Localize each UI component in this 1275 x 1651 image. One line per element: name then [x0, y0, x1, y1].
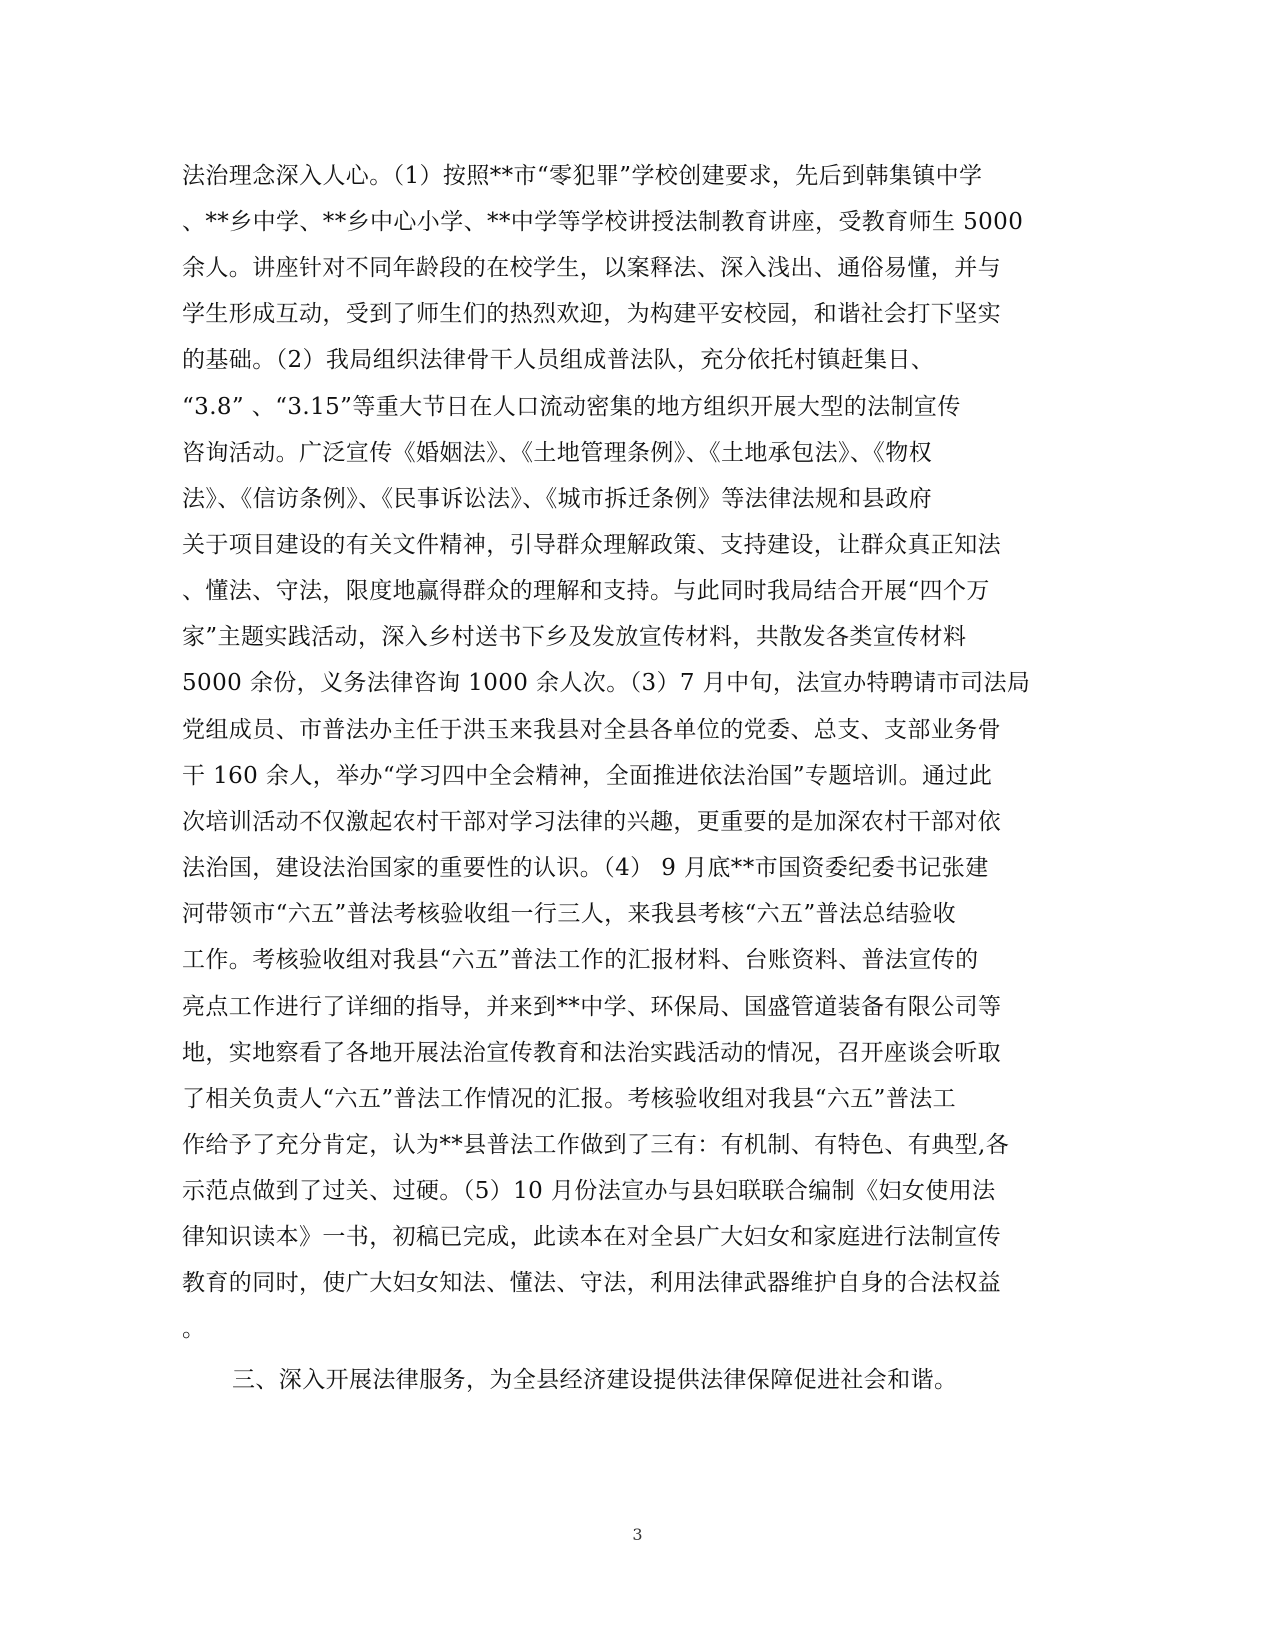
body-line-22: 作给予了充分肯定，认为**县普法工作做到了三有：有机制、有特色、有典型,各 [182, 1132, 1010, 1158]
body-line-18: 工作。考核验收组对我县“六五”普法工作的汇报材料、台账资料、普法宣传的 [182, 947, 979, 973]
body-line-10: 、懂法、守法，限度地赢得群众的理解和支持。与此同时我局结合开展“四个万 [182, 578, 990, 604]
body-line-16: 法治国，建设法治国家的重要性的认识。（4） 9 月底**市国资委纪委书记张建 [182, 855, 989, 881]
body-line-3: 余人。讲座针对不同年龄段的在校学生，以案释法、深入浅出、通俗易懂，并与 [182, 255, 1001, 281]
body-line-24: 律知识读本》一书，初稿已完成，此读本在对全县广大妇女和家庭进行法制宣传 [182, 1224, 1001, 1250]
body-line-21: 了相关负责人“六五”普法工作情况的汇报。考核验收组对我县“六五”普法工 [182, 1086, 957, 1112]
body-line-25: 教育的同时，使广大妇女知法、懂法、守法，利用法律武器维护自身的合法权益 [182, 1270, 1001, 1296]
body-line-14: 干 160 余人，举办“学习四中全会精神，全面推进依法治国”专题培训。通过此 [182, 763, 993, 789]
body-line-6: “3.8” 、“3.15”等重大节日在人口流动密集的地方组织开展大型的法制宣传 [182, 394, 961, 420]
body-line-17: 河带领市“六五”普法考核验收组一行三人，来我县考核“六五”普法总结验收 [182, 901, 957, 927]
body-line-8: 法》、《信访条例》、《民事诉讼法》、《城市拆迁条例》等法律法规和县政府 [182, 486, 932, 512]
body-line-7: 咨询活动。广泛宣传《婚姻法》、《土地管理条例》、《土地承包法》、《物权 [182, 440, 932, 466]
body-line-11: 家”主题实践活动，深入乡村送书下乡及发放宣传材料，共散发各类宣传材料 [182, 624, 967, 650]
body-line-23: 示范点做到了过关、过硬。（5）10 月份法宣办与县妇联联合编制《妇女使用法 [182, 1178, 996, 1204]
body-line-26: 。 [182, 1316, 206, 1342]
body-line-15: 次培训活动不仅激起农村干部对学习法律的兴趣，更重要的是加深农村干部对依 [182, 809, 1001, 835]
body-line-12: 5000 余份，义务法律咨询 1000 余人次。（3）7 月中旬，法宣办特聘请市司法局 [182, 670, 1031, 696]
body-line-19: 亮点工作进行了详细的指导，并来到**中学、环保局、国盛管道装备有限公司等 [182, 994, 1002, 1020]
body-line-20: 地，实地察看了各地开展法治宣传教育和法治实践活动的情况，召开座谈会听取 [182, 1040, 1001, 1066]
body-line-9: 关于项目建设的有关文件精神，引导群众理解政策、支持建设，让群众真正知法 [182, 532, 1001, 558]
body-line-5: 的基础。（2）我局组织法律骨干人员组成普法队，充分依托村镇赶集日、 [182, 347, 935, 373]
page-number: 3 [632, 1525, 643, 1544]
body-line-13: 党组成员、市普法办主任于洪玉来我县对全县各单位的党委、总支、支部业务骨 [182, 717, 1001, 743]
body-line-4: 学生形成互动，受到了师生们的热烈欢迎，为构建平安校园，和谐社会打下坚实 [182, 301, 1001, 327]
body-line-2: 、**乡中学、**乡中心小学、**中学等学校讲授法制教育讲座，受教育师生 5000 [182, 209, 1024, 235]
section-heading: 三、深入开展法律服务，为全县经济建设提供法律保障促进社会和谐。 [232, 1367, 958, 1393]
body-line-1: 法治理念深入人心。（1）按照**市“零犯罪”学校创建要求，先后到韩集镇中学 [182, 163, 983, 189]
